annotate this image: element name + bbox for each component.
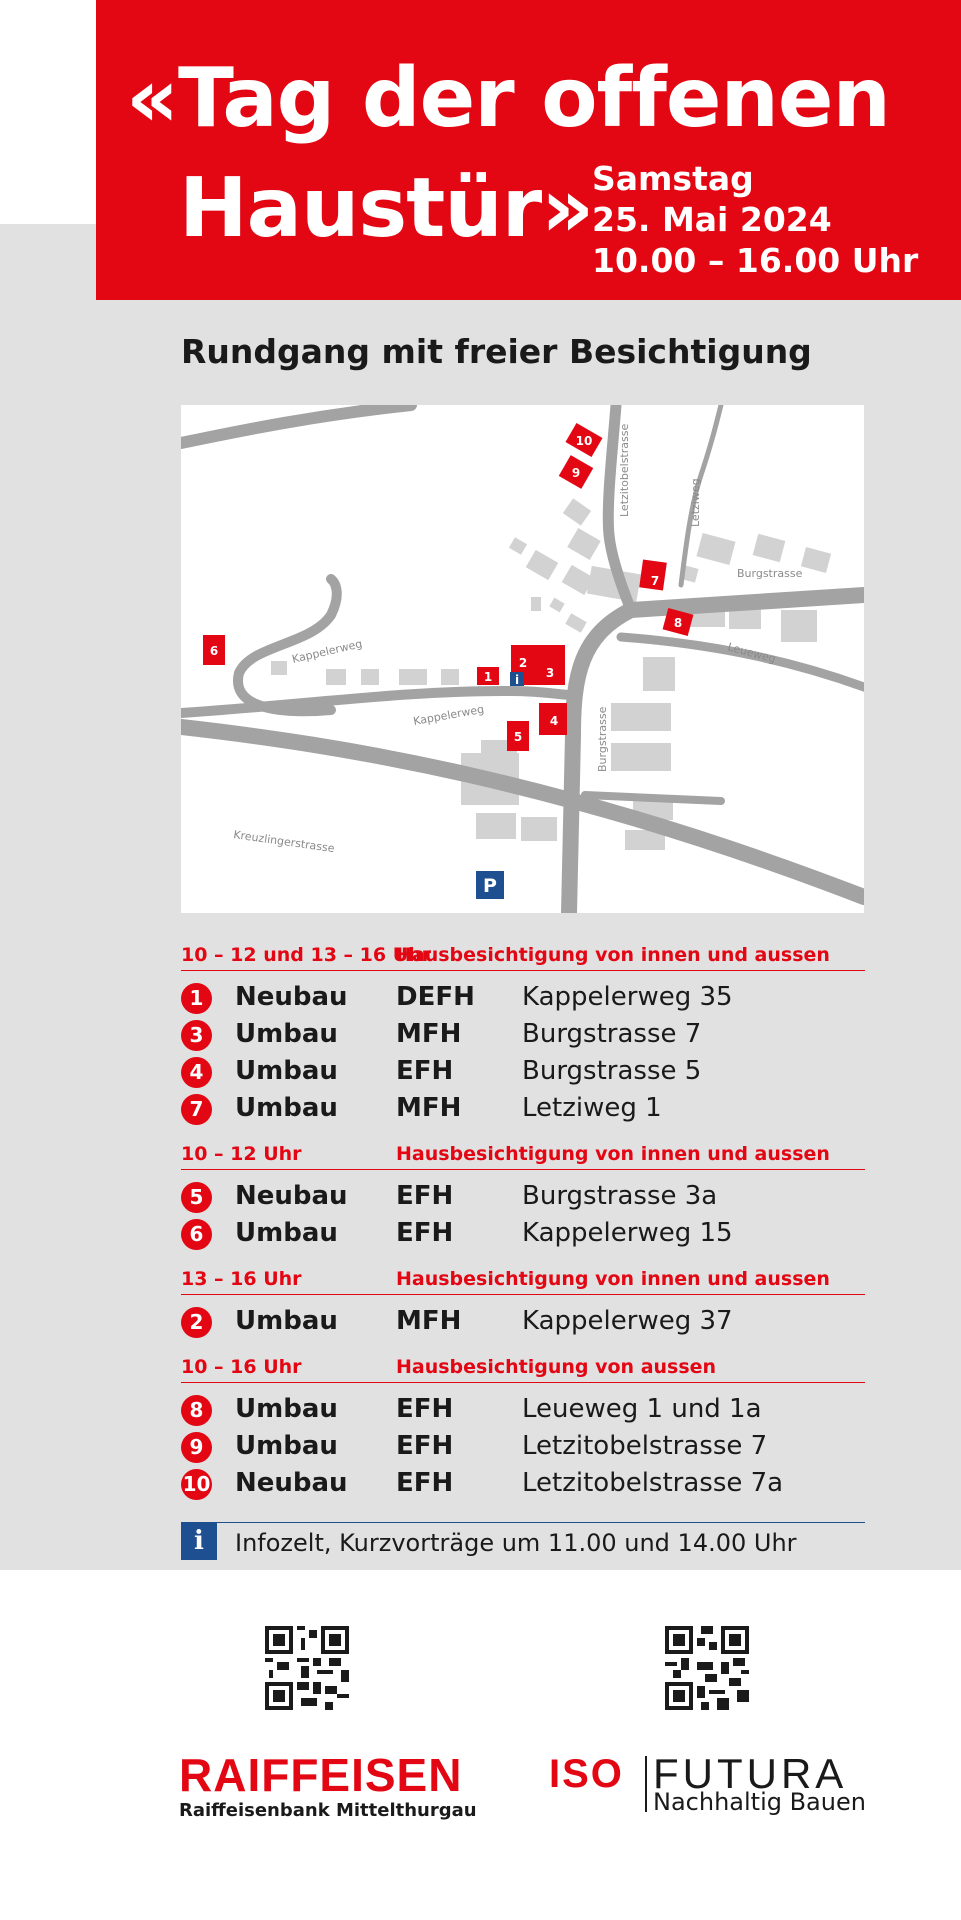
section-time: 10 – 12 und 13 – 16 Uhr xyxy=(181,944,432,966)
house-number-badge: 5 xyxy=(181,1182,212,1213)
house-kind: Umbau xyxy=(235,1093,338,1123)
house-kind: Neubau xyxy=(235,1181,348,1211)
house-number-badge: 9 xyxy=(181,1432,212,1463)
house-address: Leueweg 1 und 1a xyxy=(522,1394,762,1424)
raiffeisen-logo: RAIFFEISEN xyxy=(179,1749,463,1801)
info-text: Infozelt, Kurzvorträge um 11.00 und 14.00 Uhr xyxy=(235,1529,797,1557)
map-label-kappelerweg-bottom: Kappelerweg xyxy=(412,702,486,728)
isofutura-logo-name: FUTURA xyxy=(653,1750,848,1797)
isofutura-subtitle: Nachhaltig Bauen xyxy=(653,1788,866,1816)
house-kind: Umbau xyxy=(235,1019,338,1049)
map-label-leueweg: Leueweg xyxy=(726,640,778,666)
map-parking-marker: P xyxy=(483,875,497,897)
isofutura-logo-iso: ISO xyxy=(549,1752,624,1796)
house-type: EFH xyxy=(396,1468,454,1498)
map-label-burgstrasse-bottom: Burgstrasse xyxy=(596,706,609,772)
section-header xyxy=(181,1262,865,1295)
house-number-badge: 4 xyxy=(181,1057,212,1088)
event-date-block xyxy=(592,158,918,281)
event-title-line2: Haustür» xyxy=(179,161,594,256)
map-marker-2: 2 xyxy=(518,656,528,670)
qr-code-raiffeisen[interactable] xyxy=(265,1626,349,1710)
map-marker-5: 5 xyxy=(513,730,523,744)
isofutura-logo-divider xyxy=(645,1756,647,1812)
section-description: Hausbesichtigung von innen und aussen xyxy=(396,1143,830,1165)
site-map xyxy=(181,405,864,913)
event-banner xyxy=(96,0,961,300)
section-time: 13 – 16 Uhr xyxy=(181,1268,302,1290)
house-kind: Neubau xyxy=(235,1468,348,1498)
house-number-badge: 8 xyxy=(181,1395,212,1426)
event-time: 10.00 – 16.00 Uhr xyxy=(592,241,919,280)
house-number-badge: 3 xyxy=(181,1020,212,1051)
house-number-badge: 2 xyxy=(181,1307,212,1338)
house-type: EFH xyxy=(396,1394,454,1424)
house-kind: Umbau xyxy=(235,1394,338,1424)
map-marker-1: 1 xyxy=(483,670,493,684)
house-type: MFH xyxy=(396,1306,462,1336)
house-row xyxy=(181,1053,865,1090)
map-label-letzitobelstrasse: Letzitobelstrasse xyxy=(618,423,631,517)
house-type: MFH xyxy=(396,1093,462,1123)
section-header xyxy=(181,1350,865,1383)
house-address: Burgstrasse 3a xyxy=(522,1181,718,1211)
map-label-burgstrasse-top: Burgstrasse xyxy=(737,567,803,580)
house-number-badge: 1 xyxy=(181,983,212,1014)
map-label-letziweg: Letziweg xyxy=(689,478,702,527)
house-type: MFH xyxy=(396,1019,462,1049)
house-address: Burgstrasse 7 xyxy=(522,1019,702,1049)
house-address: Kappelerweg 15 xyxy=(522,1218,733,1248)
house-row xyxy=(181,1016,865,1053)
house-address: Burgstrasse 5 xyxy=(522,1056,702,1086)
house-address: Letzitobelstrasse 7a xyxy=(522,1468,784,1498)
page-subtitle: Rundgang mit freier Besichtigung xyxy=(181,332,812,371)
info-icon: i xyxy=(181,1523,217,1560)
house-row xyxy=(181,1391,865,1428)
house-type: EFH xyxy=(396,1431,454,1461)
house-row xyxy=(181,1303,865,1340)
map-marker-9: 9 xyxy=(571,466,581,480)
info-note xyxy=(181,1522,865,1563)
house-kind: Umbau xyxy=(235,1306,338,1336)
qr-code-isofutura[interactable] xyxy=(665,1626,749,1710)
house-kind: Umbau xyxy=(235,1056,338,1086)
house-kind: Umbau xyxy=(235,1218,338,1248)
raiffeisen-subtitle: Raiffeisenbank Mittelthurgau xyxy=(179,1800,477,1821)
house-type: DEFH xyxy=(396,982,475,1012)
event-title-line1: «Tag der offenen xyxy=(126,51,890,146)
house-type: EFH xyxy=(396,1056,454,1086)
map-label-kreuzlingerstrasse: Kreuzlingerstrasse xyxy=(232,828,336,856)
map-marker-4: 4 xyxy=(549,714,559,728)
section-time: 10 – 12 Uhr xyxy=(181,1143,302,1165)
map-label-kappelerweg-top: Kappelerweg xyxy=(290,637,364,666)
house-kind: Umbau xyxy=(235,1431,338,1461)
house-address: Kappelerweg 37 xyxy=(522,1306,733,1336)
house-row xyxy=(181,1090,865,1127)
event-day: Samstag xyxy=(592,159,754,198)
house-number-badge: 6 xyxy=(181,1219,212,1250)
section-header xyxy=(181,938,865,971)
map-marker-10: 10 xyxy=(575,434,593,448)
house-address: Kappelerweg 35 xyxy=(522,982,733,1012)
house-row xyxy=(181,979,865,1016)
house-row xyxy=(181,1428,865,1465)
house-number-badge: 10 xyxy=(181,1469,212,1500)
section-description: Hausbesichtigung von innen und aussen xyxy=(396,1268,830,1290)
map-marker-8: 8 xyxy=(673,616,683,630)
section-description: Hausbesichtigung von aussen xyxy=(396,1356,717,1378)
house-row xyxy=(181,1465,865,1502)
section-description: Hausbesichtigung von innen und aussen xyxy=(396,944,830,966)
map-marker-3: 3 xyxy=(545,666,555,680)
house-row xyxy=(181,1178,865,1215)
event-date: 25. Mai 2024 xyxy=(592,200,832,239)
map-marker-7: 7 xyxy=(650,574,660,588)
house-address: Letzitobelstrasse 7 xyxy=(522,1431,768,1461)
map-marker-6: 6 xyxy=(209,644,219,658)
schedule-table xyxy=(181,938,865,1512)
map-info-marker: i xyxy=(514,673,520,687)
house-row xyxy=(181,1215,865,1252)
house-address: Letziweg 1 xyxy=(522,1093,662,1123)
section-header xyxy=(181,1137,865,1170)
house-type: EFH xyxy=(396,1181,454,1211)
house-number-badge: 7 xyxy=(181,1094,212,1125)
house-type: EFH xyxy=(396,1218,454,1248)
section-time: 10 – 16 Uhr xyxy=(181,1356,302,1378)
house-kind: Neubau xyxy=(235,982,348,1012)
